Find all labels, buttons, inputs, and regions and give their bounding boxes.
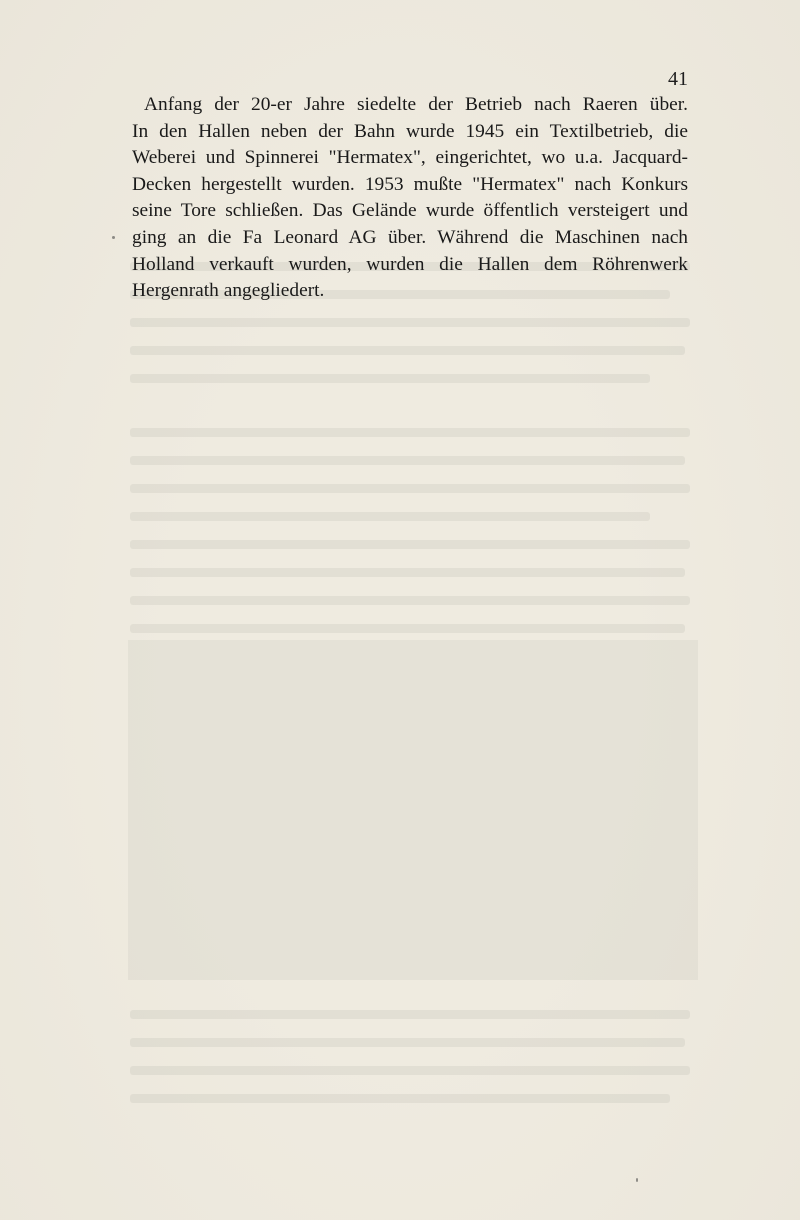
paragraph bbox=[132, 92, 688, 305]
text-line: In den Hallen neben der Bahn wurde 1945 ein Textilbetrieb, die bbox=[132, 120, 688, 142]
text-line: Holland verkauft wurden, wurden die Hallen dem Röhrenwerk bbox=[132, 253, 688, 275]
text-line: Hergenrath angegliedert. bbox=[132, 280, 325, 302]
text-line: Decken hergestellt wurden. 1953 mußte "Hermatex" nach Konkurs bbox=[132, 173, 688, 195]
text-line: Anfang der 20-er Jahre siedelte der Betrieb nach Raeren über. bbox=[144, 94, 688, 115]
text-line: seine Tore schließen. Das Gelände wurde öffentlich versteigert und bbox=[132, 200, 688, 222]
scan-speck bbox=[636, 1178, 638, 1182]
text-line: Weberei und Spinnerei "Hermatex", eingerichtet, wo u.a. Jacquard- bbox=[132, 147, 688, 169]
scan-speck bbox=[112, 236, 115, 239]
page-number: 41 bbox=[668, 68, 688, 90]
text-line: ging an die Fa Leonard AG über. Während die Maschinen nach bbox=[132, 226, 688, 248]
